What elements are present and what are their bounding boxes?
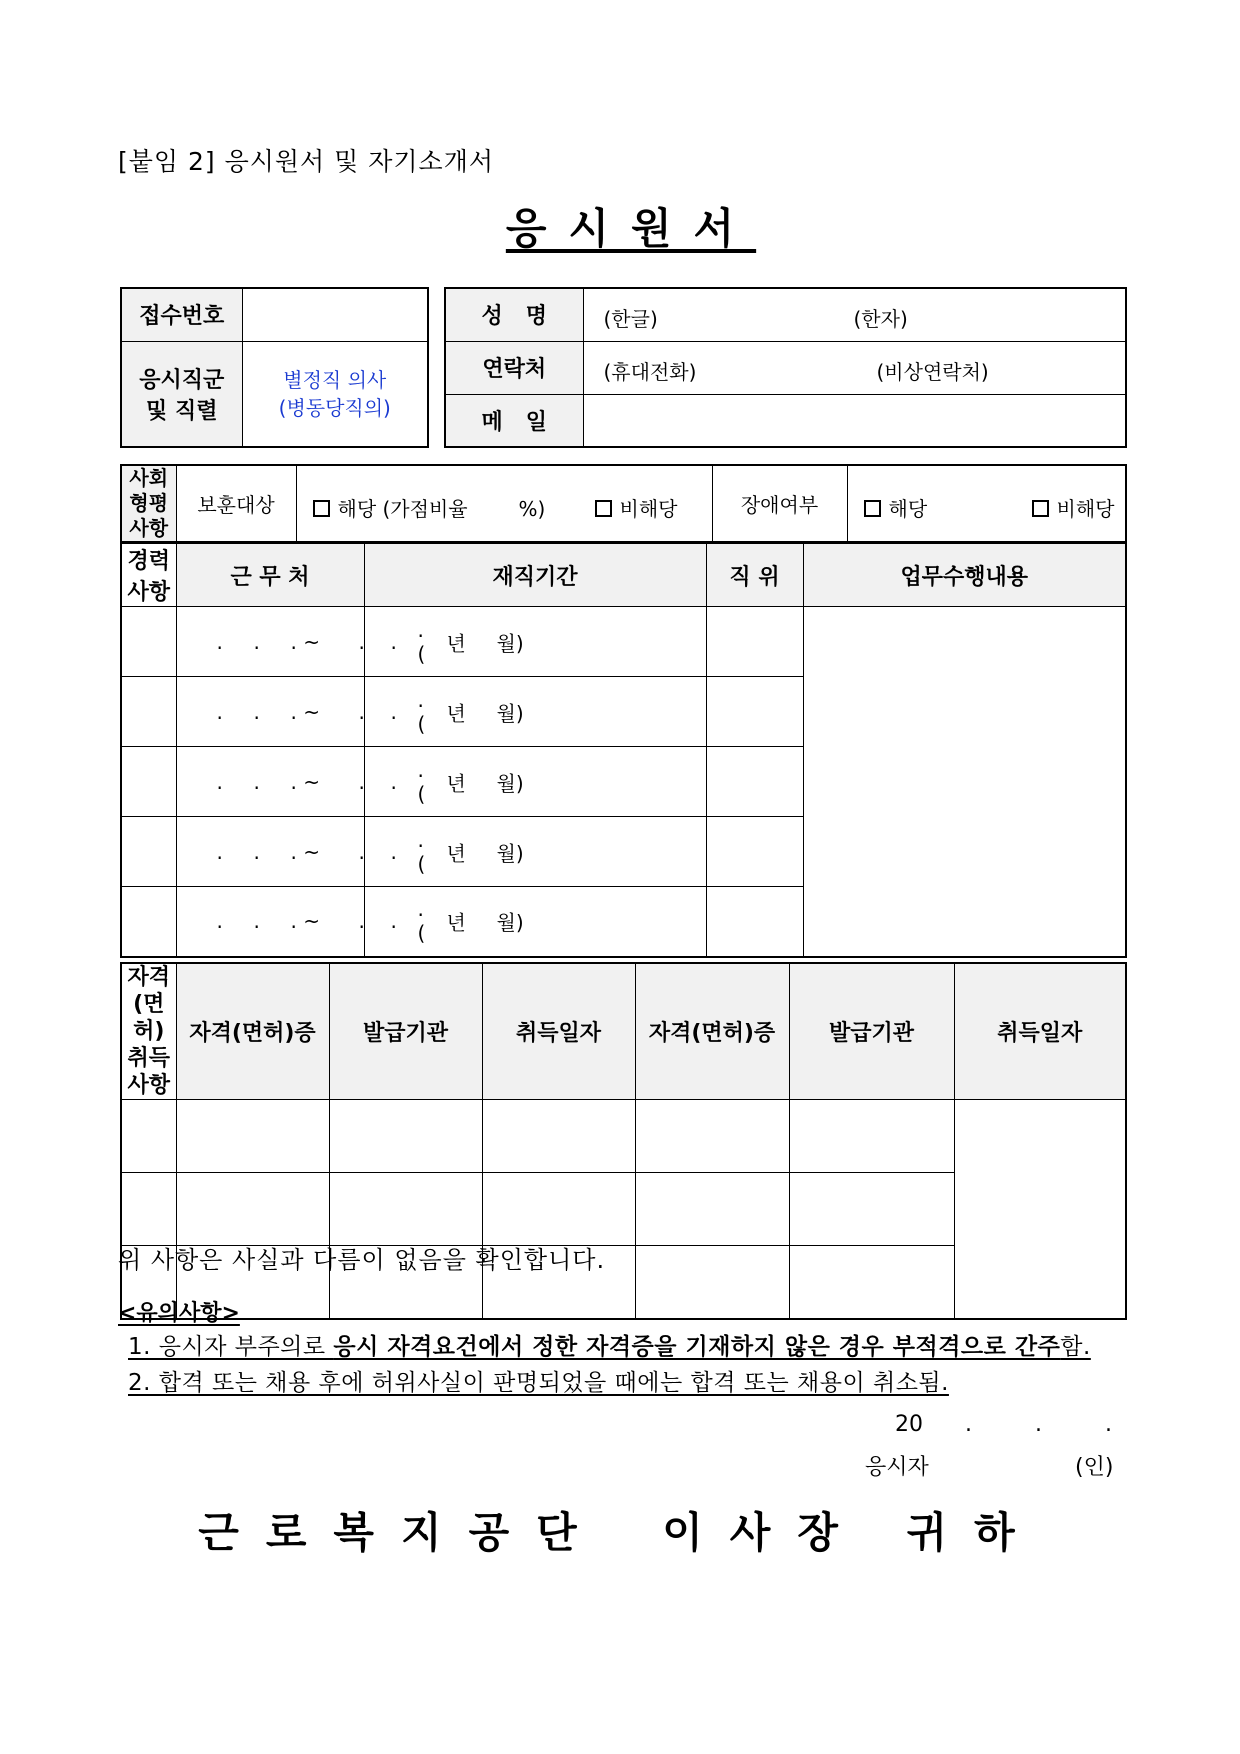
name-field[interactable]: [583, 288, 1126, 341]
license-cell[interactable]: [482, 1100, 635, 1173]
career-row: [121, 817, 1126, 887]
period-mark: 월): [496, 631, 524, 655]
career-header-period: 재직기간: [364, 543, 706, 607]
license-cell[interactable]: [789, 1100, 954, 1173]
license-header-issuer: 발급기관: [329, 963, 482, 1100]
disability-options: [847, 465, 1126, 542]
period-mark: . ~: [290, 909, 320, 934]
career-workplace-cell[interactable]: [121, 677, 176, 747]
period-mark: .: [390, 699, 397, 724]
period-mark: .(: [417, 827, 426, 876]
period-mark: .: [390, 769, 397, 794]
period-mark: .: [216, 839, 223, 864]
license-header-date-2: 취득일자: [954, 963, 1126, 1100]
period-mark: .: [253, 839, 260, 864]
page-title: 응시원서: [505, 204, 757, 253]
career-position-cell[interactable]: [364, 677, 706, 747]
career-position-cell[interactable]: [364, 817, 706, 887]
period-mark: .: [253, 909, 260, 934]
license-row: [121, 1100, 1126, 1173]
period-mark: .: [216, 909, 223, 934]
contact-field[interactable]: [583, 341, 1126, 394]
career-workplace-cell[interactable]: [121, 887, 176, 957]
license-cell[interactable]: [789, 1173, 954, 1246]
date-dot-day: .: [1105, 1412, 1112, 1437]
veteran-label: 보훈대상: [176, 465, 296, 542]
addressee: 근로복지공단 이사장 귀하: [198, 1508, 1042, 1557]
disability-yes-checkbox[interactable]: 해당: [864, 493, 928, 522]
period-mark: .: [358, 699, 365, 724]
career-workplace-cell[interactable]: [121, 607, 176, 677]
period-mark: .: [253, 629, 260, 654]
career-position-cell[interactable]: [364, 607, 706, 677]
position-value: 별정직 의사 (병동당직의): [242, 341, 428, 447]
social-equity-table: [120, 464, 1127, 543]
email-field[interactable]: [583, 394, 1126, 447]
period-mark: .(: [417, 897, 426, 946]
period-mark: .: [358, 629, 365, 654]
career-header-position: 직 위: [706, 543, 803, 607]
seal-label: (인): [1075, 1455, 1114, 1480]
checkbox-icon: [864, 500, 881, 517]
license-header-name: 자격(면허)증: [176, 963, 329, 1100]
mobile-label: (휴대전화): [603, 359, 697, 384]
career-row: [121, 747, 1126, 817]
license-cell[interactable]: [482, 1173, 635, 1246]
career-workplace-cell[interactable]: [121, 817, 176, 887]
notice-item-2: 2. 합격 또는 채용 후에 허위사실이 판명되었을 때에는 합격 또는 채용이 취소됨.: [128, 1370, 949, 1396]
personal-info-table: [444, 287, 1127, 448]
disability-label: 장애여부: [712, 465, 847, 542]
career-period-cell[interactable]: [176, 677, 524, 747]
career-row: [121, 887, 1126, 957]
period-mark: 년: [446, 771, 466, 795]
license-section-label: 자격 (면허) 취득 사항: [121, 963, 176, 1100]
career-period-cell[interactable]: [176, 747, 524, 817]
license-cell[interactable]: [635, 1246, 789, 1319]
veteran-yes-checkbox[interactable]: 해당 (가점비율 %): [313, 493, 546, 522]
date-dot-year: .: [965, 1412, 972, 1437]
license-cell[interactable]: [176, 1173, 329, 1246]
career-section-label: 경력 사항: [121, 543, 176, 607]
career-workplace-cell[interactable]: [121, 747, 176, 817]
name-hanja-label: (한자): [853, 307, 908, 331]
name-label: 성 명: [445, 288, 583, 341]
career-row: [121, 607, 1126, 677]
period-mark: .(: [417, 757, 426, 806]
attachment-label: [붙임 2] 응시원서 및 자기소개서: [118, 147, 495, 176]
period-mark: . ~: [290, 629, 320, 654]
disability-no-checkbox[interactable]: 비해당: [1032, 493, 1115, 522]
period-mark: .: [358, 839, 365, 864]
license-cell[interactable]: [176, 1100, 329, 1173]
email-label: 메 일: [445, 394, 583, 447]
license-cell[interactable]: [789, 1246, 954, 1319]
license-cell[interactable]: [121, 1100, 176, 1173]
period-mark: .: [358, 769, 365, 794]
career-period-cell[interactable]: [176, 887, 524, 957]
license-header-issuer-2: 발급기관: [789, 963, 954, 1100]
career-position-cell[interactable]: [364, 747, 706, 817]
notice-heading: <유의사항>: [118, 1301, 240, 1326]
career-duties-cell[interactable]: [706, 677, 803, 747]
career-period-cell[interactable]: [176, 817, 524, 887]
contact-label: 연락처: [445, 341, 583, 394]
career-table: [120, 542, 1127, 958]
license-cell[interactable]: [635, 1100, 789, 1173]
period-mark: 월): [496, 841, 524, 865]
period-mark: .(: [417, 617, 426, 666]
period-mark: .: [253, 769, 260, 794]
checkbox-icon: [595, 500, 612, 517]
license-header-name-2: 자격(면허)증: [635, 963, 789, 1100]
career-position-cell[interactable]: [364, 887, 706, 957]
period-mark: 월): [496, 771, 524, 795]
license-cell[interactable]: [121, 1173, 176, 1246]
career-row: [121, 677, 1126, 747]
career-header-duties: 업무수행내용: [803, 543, 1126, 607]
career-duties-cell[interactable]: [706, 817, 803, 887]
period-mark: .: [216, 629, 223, 654]
period-mark: 년: [446, 701, 466, 725]
period-mark: .: [216, 769, 223, 794]
career-duties-cell[interactable]: [706, 887, 803, 957]
receipt-number-label: 접수번호: [121, 288, 242, 341]
period-mark: .: [390, 839, 397, 864]
career-period-cell[interactable]: [176, 607, 524, 677]
veteran-options: [296, 465, 712, 542]
period-mark: 년: [446, 841, 466, 865]
license-row: [121, 1173, 1126, 1246]
period-mark: .: [216, 699, 223, 724]
license-cell[interactable]: [635, 1173, 789, 1246]
career-header-workplace: 근 무 처: [176, 543, 364, 607]
period-mark: 년: [446, 910, 466, 935]
position-label: 응시직군 및 직렬: [121, 341, 242, 447]
career-duties-cell[interactable]: [706, 607, 803, 677]
date-year: 20: [895, 1412, 923, 1437]
social-equity-label: 사회 형평 사항: [121, 465, 176, 542]
veteran-no-checkbox[interactable]: 비해당: [595, 493, 678, 522]
period-mark: .: [390, 909, 397, 934]
applicant-label: 응시자: [865, 1455, 929, 1480]
date-dot-month: .: [1035, 1412, 1042, 1437]
receipt-number-field[interactable]: [242, 288, 428, 341]
emergency-contact-label: (비상연락처): [876, 359, 989, 384]
period-mark: . ~: [290, 769, 320, 794]
notice-item-1: 1. 응시자 부주의로 응시 자격요건에서 정한 자격증을 기재하지 않은 경우 부적격으로 간주함.: [128, 1334, 1091, 1360]
checkbox-icon: [1032, 500, 1049, 517]
license-cell[interactable]: [329, 1100, 482, 1173]
period-mark: .: [358, 909, 365, 934]
license-header-date: 취득일자: [482, 963, 635, 1100]
period-mark: . ~: [290, 699, 320, 724]
receipt-table: [120, 287, 429, 448]
confirmation-text: 위 사항은 사실과 다름이 없음을 확인합니다.: [118, 1246, 606, 1274]
period-mark: . ~: [290, 839, 320, 864]
career-duties-cell[interactable]: [706, 747, 803, 817]
name-korean-label: (한글): [603, 307, 658, 331]
period-mark: .: [390, 629, 397, 654]
period-mark: .: [253, 699, 260, 724]
period-mark: 월): [496, 910, 524, 935]
license-cell[interactable]: [329, 1173, 482, 1246]
checkbox-icon: [313, 500, 330, 517]
period-mark: .(: [417, 687, 426, 736]
period-mark: 월): [496, 701, 524, 725]
period-mark: 년: [446, 631, 466, 655]
